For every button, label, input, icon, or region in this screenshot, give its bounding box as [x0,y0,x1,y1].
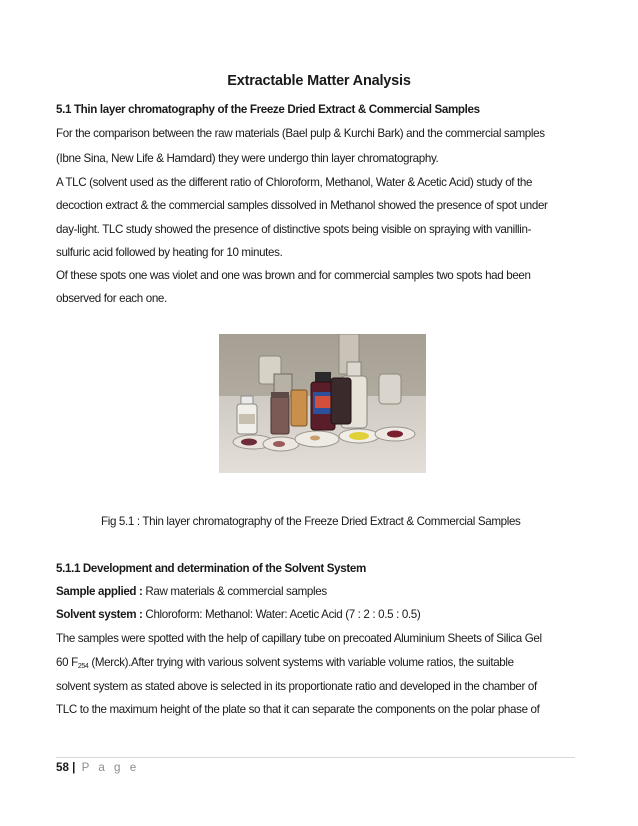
text-fragment: (Merck).After trying with various solvent systems with variable volume ratios, the suitable [88,656,514,669]
paragraph-line: observed for each one. [56,292,167,305]
footer-separator: | [72,761,76,774]
sample-applied-label: Sample applied : [56,585,143,598]
page-title: Extractable Matter Analysis [227,73,411,89]
sample-applied-line [56,585,327,598]
paragraph-line: For the comparison between the raw materials (Bael pulp & Kurchi Bark) and the commercial samples [56,127,545,140]
paragraph-line: sulfuric acid followed by heating for 10 minutes. [56,246,283,259]
section-heading-5-1-1: 5.1.1 Development and determination of the Solvent System [56,562,366,575]
paragraph-line [56,656,514,669]
tlc-photo [219,334,426,473]
text-fragment: 60 F [56,656,78,669]
paragraph-line: decoction extract & the commercial samples dissolved in Methanol showed the presence of spot under [56,199,548,212]
solvent-system-line [56,608,420,621]
figure-caption: Fig 5.1 : Thin layer chromatography of the Freeze Dried Extract & Commercial Samples [101,515,521,528]
section-heading-5-1: 5.1 Thin layer chromatography of the Freeze Dried Extract & Commercial Samples [56,103,480,116]
sample-applied-value: Raw materials & commercial samples [142,585,327,598]
solvent-system-label: Solvent system : [56,608,143,621]
page-number: 58 [56,761,69,774]
paragraph-line: A TLC (solvent used as the different ratio of Chloroform, Methanol, Water & Acetic Acid) study of the [56,176,533,189]
paragraph-line: (Ibne Sina, New Life & Hamdard) they were undergo thin layer chromatography. [56,152,439,165]
paragraph-line: The samples were spotted with the help of capillary tube on precoated Aluminium Sheets of Silica Gel [56,632,542,645]
page-footer [56,761,139,774]
footer-divider [56,757,575,758]
paragraph-line: Of these spots one was violet and one was brown and for commercial samples two spots had been [56,269,531,282]
paragraph-line: TLC to the maximum height of the plate so that it can separate the components on the polar phase of [56,703,540,716]
page-word: P a g e [81,761,140,774]
solvent-system-value: Chloroform: Methanol: Water: Acetic Acid (7 : 2 : 0.5 : 0.5) [142,608,421,621]
paragraph-line: solvent system as stated above is selected in its proportionate ratio and developed in the chamber of [56,680,537,693]
paragraph-line: day-light. TLC study showed the presence of distinctive spots being visible on spraying with vanillin- [56,223,532,236]
subscript: 254 [77,663,89,670]
